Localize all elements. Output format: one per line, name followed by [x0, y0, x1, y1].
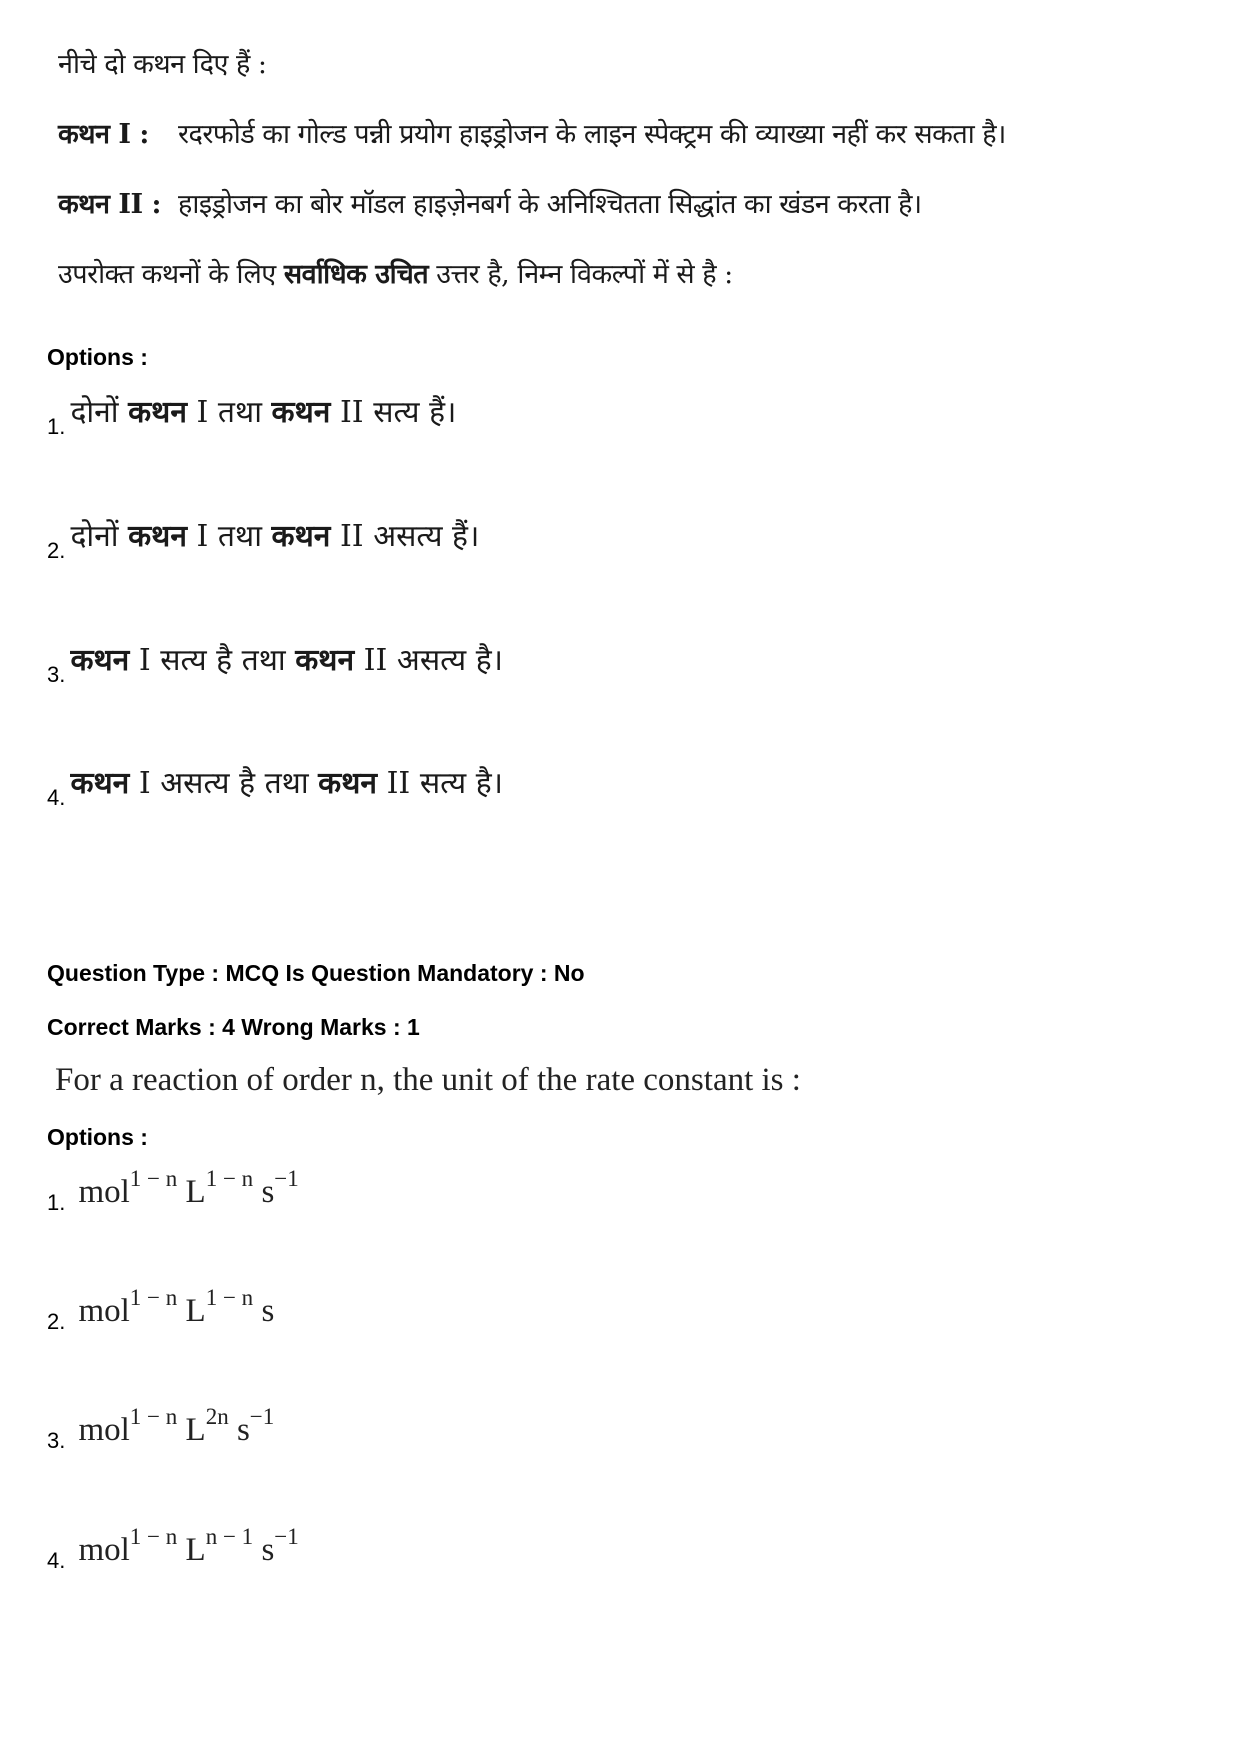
q1-option-1[interactable]	[47, 395, 457, 443]
option-text: दोनों कथन I तथा कथन II असत्य हैं।	[70, 519, 480, 554]
statement-2-label: कथन II :	[58, 189, 162, 220]
statement-2-text: हाइड्रोजन का बोर मॉडल हाइज़ेनबर्ग के अनिश्चितता सिद्धांत का खंडन करता है।	[178, 189, 922, 220]
q2-options-label: Options :	[47, 1124, 148, 1150]
statement-1-label: कथन I :	[58, 119, 149, 150]
q2-option-1[interactable]	[47, 1166, 299, 1219]
option-number: 2.	[47, 1309, 66, 1334]
option-number: 4.	[47, 1548, 66, 1573]
q2-option-2[interactable]	[47, 1285, 275, 1338]
option-number: 3.	[47, 1428, 66, 1453]
q1-statement-1	[58, 114, 1006, 151]
q1-prompt	[58, 254, 733, 291]
q1-options-label: Options :	[47, 344, 148, 370]
prompt-bold: सर्वाधिक उचित	[283, 259, 429, 290]
option-number: 1.	[47, 414, 66, 439]
option-number: 4.	[47, 785, 66, 810]
option-formula: mol$^{1 - n}$ $L^{1 - n}$ $s^{-1}$	[78, 1166, 299, 1210]
option-text: दोनों कथन I तथा कथन II सत्य हैं।	[70, 395, 457, 430]
q1-option-4[interactable]	[47, 766, 504, 814]
option-text: कथन I असत्य है तथा कथन II सत्य है।	[70, 766, 504, 801]
option-number: 2.	[47, 538, 66, 563]
q1-intro: नीचे दो कथन दिए हैं :	[58, 49, 267, 80]
option-formula: mol$^{1 - n}$ $L^{2n}$ $s^{-1}$	[78, 1404, 275, 1448]
prompt-post: उत्तर है, निम्न विकल्पों में से है :	[436, 259, 733, 290]
q2-question-type: Question Type : MCQ Is Question Mandatory : No	[47, 960, 585, 986]
option-formula: mol$^{1 - n}$ $L^{1 - n}$ s	[78, 1285, 275, 1329]
q2-marks: Correct Marks : 4 Wrong Marks : 1	[47, 1014, 420, 1040]
q1-option-2[interactable]	[47, 519, 480, 567]
option-number: 3.	[47, 662, 66, 687]
option-formula: mol$^{1 - n}$ $L^{n - 1}$ $s^{-1}$	[78, 1524, 299, 1568]
option-text: कथन I सत्य है तथा कथन II असत्य है।	[70, 643, 504, 678]
q2-option-3[interactable]	[47, 1404, 275, 1457]
statement-1-text: रदरफोर्ड का गोल्ड पन्नी प्रयोग हाइड्रोजन के लाइन स्पेक्ट्रम की व्याख्या नहीं कर सकता है।	[178, 119, 1006, 150]
q2-option-4[interactable]	[47, 1524, 299, 1577]
q1-option-3[interactable]	[47, 643, 504, 691]
q2-question-text: For a reaction of order n, the unit of the rate constant is :	[55, 1062, 801, 1098]
prompt-pre: उपरोक्त कथनों के लिए	[58, 259, 276, 290]
q1-statement-2	[58, 184, 922, 221]
option-number: 1.	[47, 1190, 66, 1215]
